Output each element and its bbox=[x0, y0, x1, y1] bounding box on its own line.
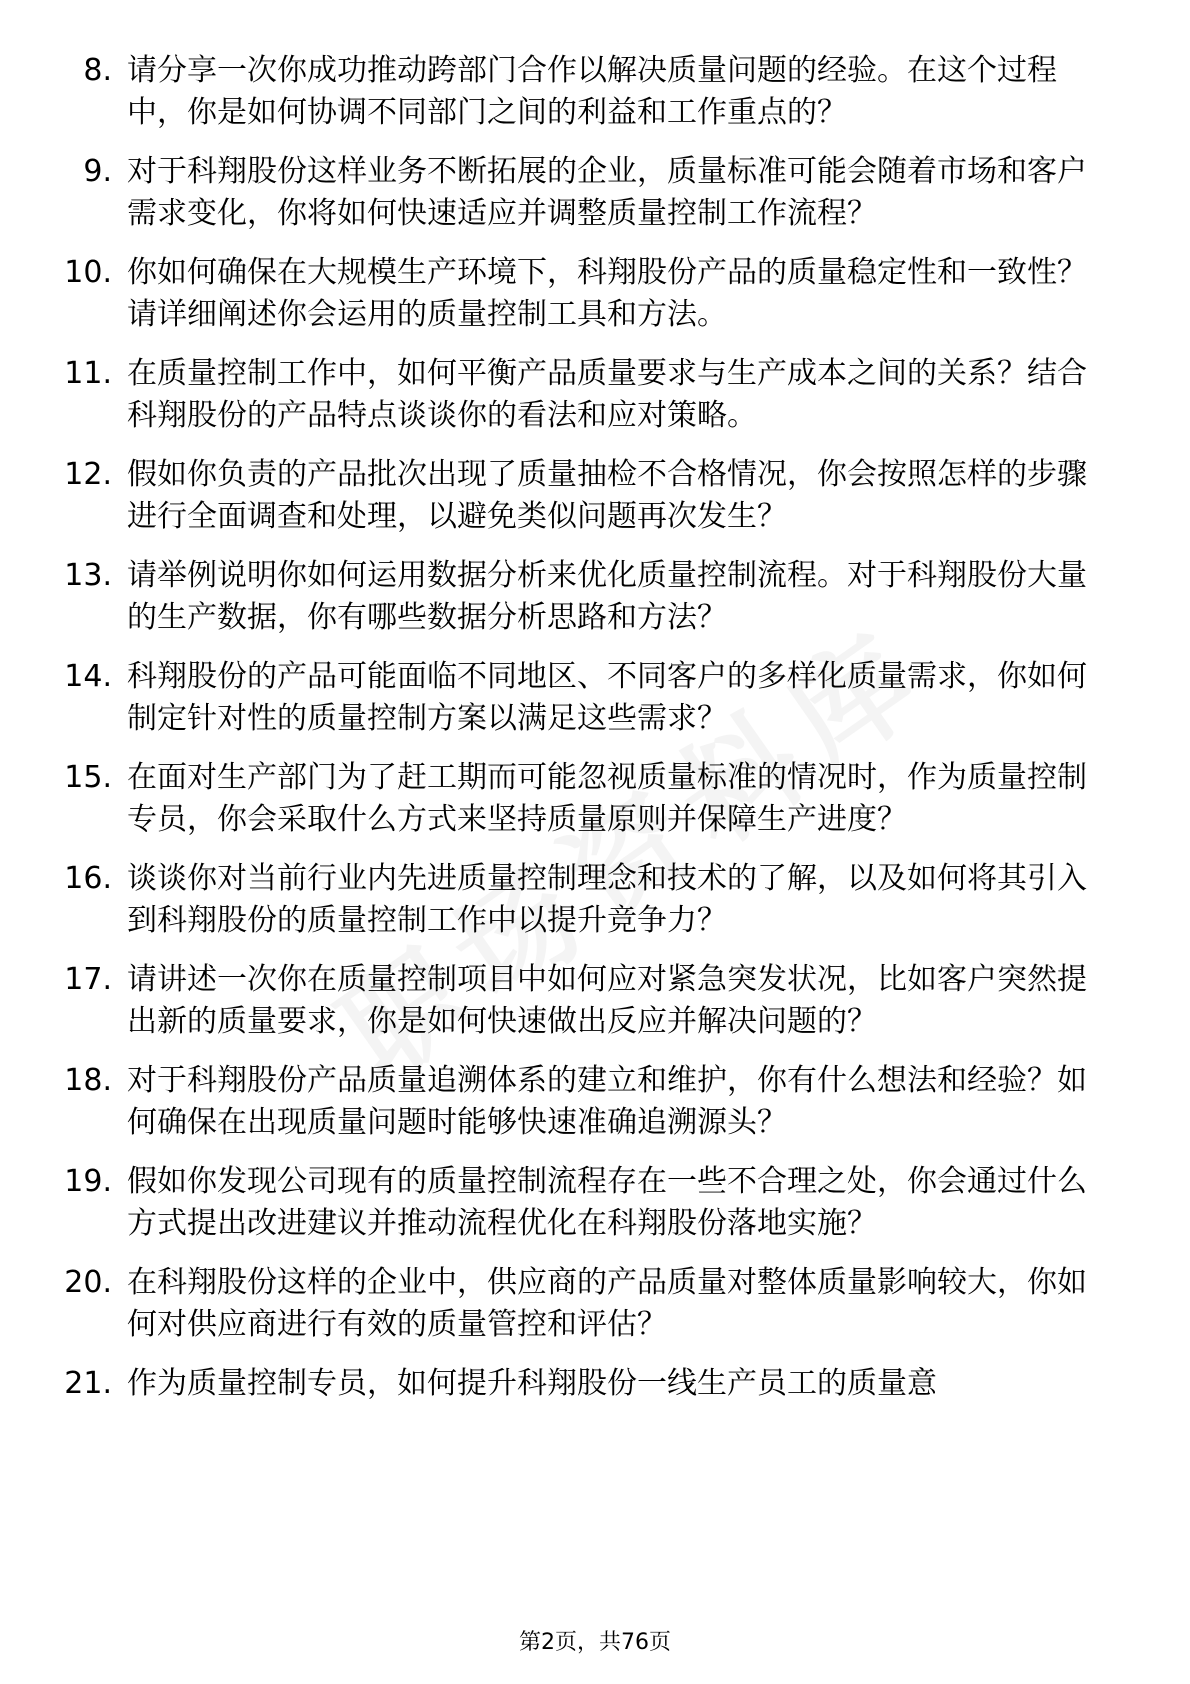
question-number: 19. bbox=[64, 1164, 112, 1199]
question-number: 21. bbox=[64, 1366, 112, 1401]
question-text: 请讲述一次你在质量控制项目中如何应对紧急突发状况，比如客户突然提出新的质量要求，你是如何快速做出反应并解决问题的？ bbox=[127, 962, 1087, 1039]
question-text: 对于科翔股份产品质量追溯体系的建立和维护，你有什么想法和经验？如何确保在出现质量问题时能够快速准确追溯源头？ bbox=[127, 1063, 1087, 1140]
question-item bbox=[0, 858, 1190, 942]
question-number: 20. bbox=[64, 1265, 112, 1300]
question-number: 11. bbox=[64, 356, 112, 391]
question-number: 9. bbox=[83, 154, 112, 189]
question-text: 你如何确保在大规模生产环境下，科翔股份产品的质量稳定性和一致性？请详细阐述你会运用的质量控制工具和方法。 bbox=[127, 255, 1087, 332]
question-item bbox=[0, 959, 1190, 1043]
question-item bbox=[0, 555, 1190, 639]
question-number: 16. bbox=[64, 861, 112, 896]
question-list bbox=[0, 50, 1190, 1422]
question-item bbox=[0, 1161, 1190, 1245]
question-text: 假如你负责的产品批次出现了质量抽检不合格情况，你会按照怎样的步骤进行全面调查和处理，以避免类似问题再次发生？ bbox=[127, 457, 1087, 534]
page-footer: 第2页，共76页 bbox=[519, 1630, 671, 1655]
question-text: 请分享一次你成功推动跨部门合作以解决质量问题的经验。在这个过程中，你是如何协调不同部门之间的利益和工作重点的？ bbox=[127, 53, 1057, 130]
question-text: 作为质量控制专员，如何提升科翔股份一线生产员工的质量意 bbox=[127, 1366, 937, 1401]
question-text: 在面对生产部门为了赶工期而可能忽视质量标准的情况时，作为质量控制专员，你会采取什么方式来坚持质量原则并保障生产进度？ bbox=[127, 760, 1087, 837]
question-text: 在质量控制工作中，如何平衡产品质量要求与生产成本之间的关系？结合科翔股份的产品特点谈谈你的看法和应对策略。 bbox=[127, 356, 1087, 433]
question-item bbox=[0, 656, 1190, 740]
question-item bbox=[0, 454, 1190, 538]
question-item bbox=[0, 757, 1190, 841]
question-number: 13. bbox=[64, 558, 112, 593]
question-number: 12. bbox=[64, 457, 112, 492]
question-item bbox=[0, 151, 1190, 235]
question-text: 科翔股份的产品可能面临不同地区、不同客户的多样化质量需求，你如何制定针对性的质量控制方案以满足这些需求？ bbox=[127, 659, 1087, 736]
question-item bbox=[0, 1060, 1190, 1144]
question-item bbox=[0, 50, 1190, 134]
question-item bbox=[0, 1363, 1190, 1405]
question-number: 15. bbox=[64, 760, 112, 795]
question-item bbox=[0, 353, 1190, 437]
question-text: 在科翔股份这样的企业中，供应商的产品质量对整体质量影响较大，你如何对供应商进行有效的质量管控和评估？ bbox=[127, 1265, 1087, 1342]
question-item bbox=[0, 252, 1190, 336]
question-item bbox=[0, 1262, 1190, 1346]
question-text: 假如你发现公司现有的质量控制流程存在一些不合理之处，你会通过什么方式提出改进建议并推动流程优化在科翔股份落地实施？ bbox=[127, 1164, 1087, 1241]
question-text: 谈谈你对当前行业内先进质量控制理念和技术的了解，以及如何将其引入到科翔股份的质量控制工作中以提升竞争力？ bbox=[127, 861, 1087, 938]
question-number: 17. bbox=[64, 962, 112, 997]
question-number: 14. bbox=[64, 659, 112, 694]
question-number: 18. bbox=[64, 1063, 112, 1098]
question-number: 10. bbox=[64, 255, 112, 290]
question-text: 请举例说明你如何运用数据分析来优化质量控制流程。对于科翔股份大量的生产数据，你有哪些数据分析思路和方法？ bbox=[127, 558, 1087, 635]
question-number: 8. bbox=[83, 53, 112, 88]
question-text: 对于科翔股份这样业务不断拓展的企业，质量标准可能会随着市场和客户需求变化，你将如何快速适应并调整质量控制工作流程？ bbox=[127, 154, 1087, 231]
